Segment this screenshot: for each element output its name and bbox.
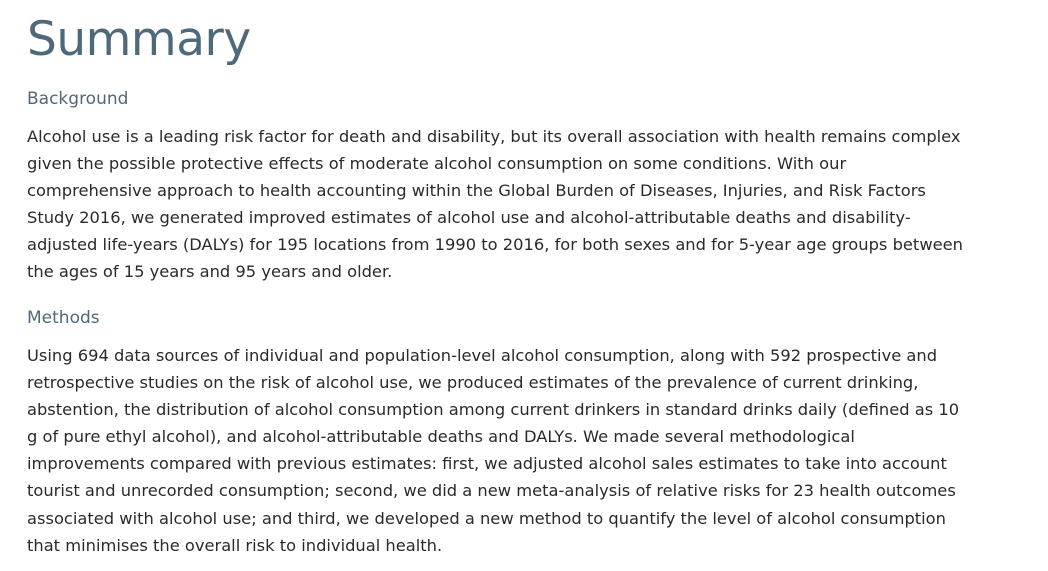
paragraph-line: adjusted life-years (DALYs) for 195 locations from 1990 to 2016, for both sexes and for 5-year age groups between: [27, 235, 963, 255]
paragraph-line: Alcohol use is a leading risk factor for death and disability, but its overall association with health remains complex: [27, 127, 961, 146]
paragraph-line: given the possible protective effects of moderate alcohol consumption on some conditions. With our: [27, 154, 847, 174]
section-heading-background: Background: [27, 89, 129, 109]
paragraph-line: Using 694 data sources of individual and population-level alcohol consumption, along with 592 prospective and: [27, 346, 938, 365]
paragraph-line: retrospective studies on the risk of alcohol use, we produced estimates of the prevalence of current drinking,: [27, 373, 919, 393]
section-heading-methods: Methods: [27, 308, 100, 328]
paragraph-line: abstention, the distribution of alcohol consumption among current drinkers in standard drinks daily (defined as 10: [27, 400, 960, 420]
paragraph-line: tourist and unrecorded consumption; second, we did a new meta-analysis of relative risks for 23 health outcomes: [27, 481, 956, 501]
paragraph-line: comprehensive approach to health accounting within the Global Burden of Diseases, Injuries, and Risk Factors: [27, 181, 926, 201]
paragraph-line: the ages of 15 years and 95 years and older.: [27, 262, 393, 282]
page-title: Summary: [27, 12, 251, 67]
paragraph-line: associated with alcohol use; and third, we developed a new method to quantify the level of alcohol consumption: [27, 508, 946, 528]
section-body-background: [27, 123, 963, 286]
paragraph-line: Study 2016, we generated improved estimates of alcohol use and alcohol-attributable deaths and disability-: [27, 208, 911, 228]
paragraph-line: that minimises the overall risk to individual health.: [27, 535, 443, 555]
paragraph-line: g of pure ethyl alcohol), and alcohol-attributable deaths and DALYs. We made several methodological: [27, 427, 855, 447]
section-body-methods: [27, 342, 959, 559]
paragraph-line: improvements compared with previous estimates: first, we adjusted alcohol sales estimates to take into account: [27, 454, 947, 474]
